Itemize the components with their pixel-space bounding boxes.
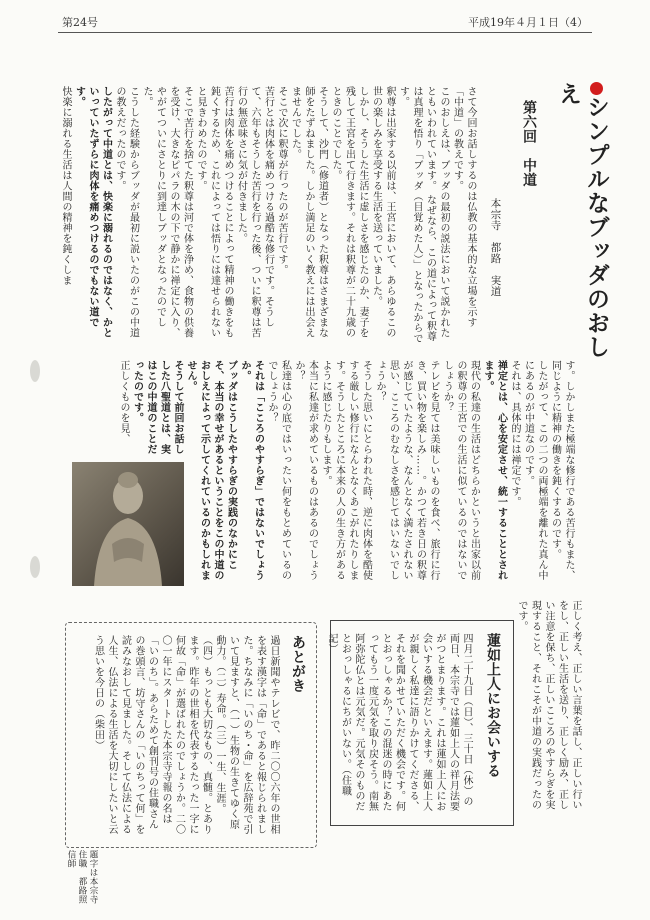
title-credit: 題字は本宗寺住職 都路照信師: [66, 850, 98, 904]
article-middle-left: [72, 360, 184, 460]
afterword-body: 過日新聞やテレビで、昨二〇〇六年の世相を表す漢字は「命」であると報じられました。ちなみに「いのち・命」を広辞苑で引いて見ますと、（一）生物の生きてゆく原動力。（二）寿命。（三）一生、生涯。（四）もっとも大切なもの、真髄。とあります。昨年の世相を代表するたった一字に何故「命」が選ばれたのでしょうか。二〇〇一年にスタートした本宗寺寺報の名は「いのち」。あらためて創刊号の住職さんの巻頭言、坊守さんの「いのちって何」を読みなおして見ました。そして仏法による人生、仏法による生活を大切にしたいと云う思いを今日の（柴田）: [92, 635, 279, 835]
afterword-box: [65, 622, 317, 848]
article-middle-block: [185, 360, 575, 588]
series-title: [554, 82, 610, 382]
afterword-title: あとがき: [290, 635, 306, 693]
paragraph: それは、具体的には禅定です。: [509, 360, 520, 507]
paragraph-emphasis: それは「こころのやすらぎ」ではないでしょうか。: [239, 360, 264, 581]
paragraph: 本当に私達が求めているものはあるのでしょうか？: [293, 360, 318, 581]
paragraph: 苦行は肉体を痛めつけることによって精神の働きをも鈍くするため、これによっては悟りには達せられないと見きわめたのです。: [195, 86, 233, 338]
notice-title: 蓮如上人にお会いする: [485, 633, 501, 778]
paragraph: 私達は心の底ではいったい何をもとめているのでしょうか？: [266, 360, 291, 581]
paragraph-emphasis: そうして前回お話しした八聖道とは、実はこの中道のことだったのです。: [131, 360, 183, 455]
buddha-image: [72, 462, 184, 586]
notice-box: [326, 620, 514, 826]
issue-number: 第24号: [62, 16, 98, 29]
paragraph: このおしえは、ブッダの最初の説法において説かれたともいわれています。: [424, 86, 449, 338]
paragraph: 苦行とは肉体を痛めつける過酷な修行です。そうして、六年もそうした苦行を行った後、ついに釈尊は苦行の無意味さに気が付きました。: [235, 86, 274, 338]
paragraph: 釈尊は出家する以前は、王宮において、あらゆるこの世の楽しみを享受する生活を送っていました。: [370, 86, 395, 338]
paragraph: 正しく考え、正しい言葉を話し、正しい行いをし、正しい生活を送り、正しく励み、正しい注意を保ち、正しいこころのやすらぎを実現すること、それこそが中道の実践だったのです。: [516, 600, 581, 810]
paragraph: そうして、沙門（修道者）となった釈尊はさまざまな師をたずねました。しかし満足のいく教えには出会えませんでした。: [289, 86, 328, 338]
punch-hole: [30, 556, 40, 578]
buddha-statue-photo: [72, 462, 184, 586]
notice-body: 四月二十九日（日）、三十日（休）の両日、本宗寺では蓮如上人の祥月法要がつとまります。これは蓮如上人にお会いする機会だといえます。蓮如上人が親しく私達に語りかけてくださる、それを聞かせていただく機会です。何とおっしゃるか？この混迷の時にあたってもう一度元気を取り戻そう。南無阿弥陀仏とは元気だ。元気そのものだとおっしゃるにちがいない。（住職 記）: [326, 633, 472, 812]
paragraph: そこで苦行を捨てた釈尊は河で体を浄め、食物の供養を受け、大きなピパラの木の下で静かに禅定に入り、やがてついにさとりに到達しブッダとなったのでした。: [141, 86, 193, 338]
issue-date: 平成19年４月１日（4）: [468, 16, 588, 29]
paragraph: そこで次に釈尊が行ったのが苦行です。: [276, 86, 287, 275]
paragraph: テレビを見ては美味しいものを食べ、旅行に行き、買い物を楽しみ……。かつて若き日の釈尊が感じていたような、なんとなく満たされない思い、こころのむなしさを感じてはいないでしょうか？: [374, 360, 439, 581]
punch-hole: [30, 360, 40, 382]
paragraph: なぜなら、この道によって釈尊は真理を悟り「ブッダ（目覚めた人）」となったからです。: [397, 86, 436, 344]
paragraph: さて今回お話しするのは仏教の基本的な立場を示す「中道」の教えです。: [451, 86, 476, 328]
paragraph-emphasis: 禅定とは、心を安定させ、統一することとされます。: [482, 360, 507, 581]
paragraph: す。しかしまた極端な修行である苦行もまた、同じように精神の働きを鈍くするのです。: [549, 360, 574, 581]
paragraph: 快楽に溺れる生活は人間の精神を鈍くしま: [60, 86, 71, 286]
title-bullet: [590, 82, 603, 95]
header-rule: [58, 32, 592, 33]
author: 本宗寺 都路 実道: [489, 198, 502, 297]
paragraph: そうした思いにとらわれた時、逆に肉体を酷使する厳しい修行になんとなくあこがれたりします。そうしたところに本来の人の生き方があるように感じたりもします。: [320, 360, 372, 581]
series-title-text: シンプルなブッダのおしえ: [555, 82, 609, 359]
paragraph-emphasis: したがって中道とは、快楽に溺れるのではなく、かといっていたずらに肉体を痛めつけるのでもない道です。: [73, 86, 112, 338]
paragraph-emphasis: ブッダはこうしたやすらぎの実践のなかにこそ、本当の幸せがあるということをこの中道のおしえによって示してくれているのかもしれません。: [185, 360, 237, 581]
paragraph: 現代の私達の生活はどちらかというと出家以前の釈尊の王宮での生活に似ているのではないでしょうか？: [441, 360, 480, 581]
paragraph: したがって、この二つの両極端を離れた真ん中にあるのが中道なのです。: [522, 360, 547, 581]
article-top-block: [60, 86, 477, 348]
article-end-block: [516, 600, 582, 810]
paragraph: しかし、そうした生活に虚しさを感じたのか、妻子を残して王宮を出て行きます。それは釈尊が二十九歳のときのことでした。: [330, 86, 368, 338]
episode-title: 第六回 中道: [521, 100, 537, 187]
paragraph: こうした経験からブッダが最初に説いたのがこの中道の教えだったのです。: [114, 86, 139, 338]
paragraph: 正しくものを見、: [118, 360, 129, 444]
